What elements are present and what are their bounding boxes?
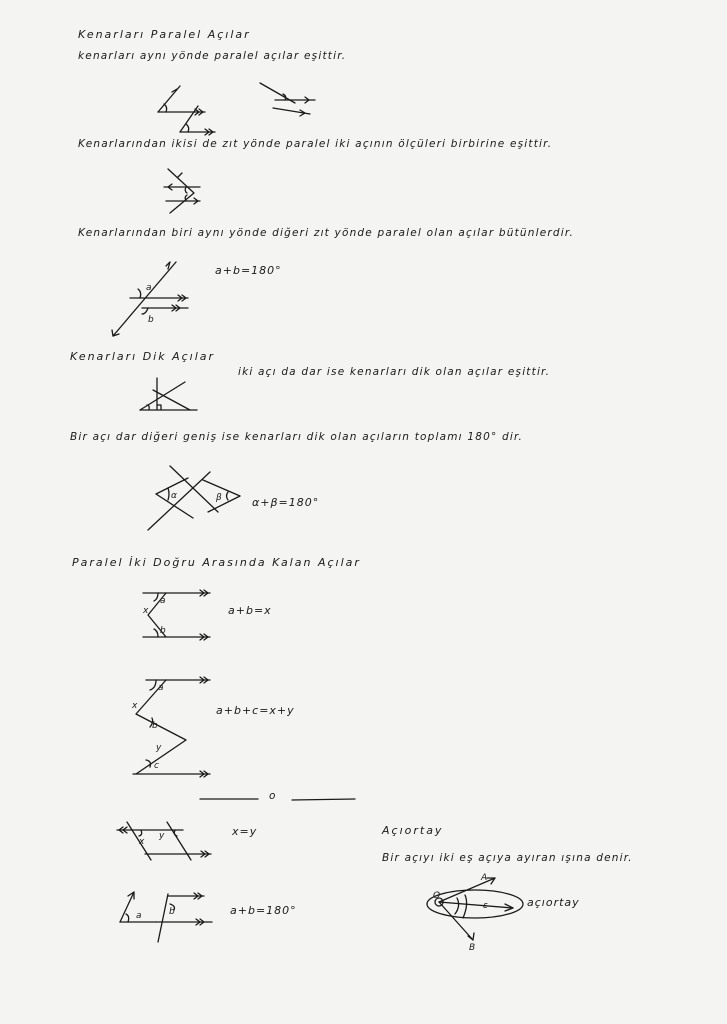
label-a: a: [136, 911, 142, 921]
equation-acute-obtuse: α+β=180°: [252, 496, 320, 509]
rule-acute-obtuse: Bir açı dar diğeri geniş ise kenarları dik olan açıların toplamı 180° dir.: [70, 431, 524, 443]
bisector-definition: Bir açıyı iki eş açıya ayıran ışına denir.: [382, 852, 633, 864]
label-x: x: [139, 837, 145, 847]
label-b: b: [169, 907, 175, 917]
label-beta: β: [216, 493, 222, 503]
rule-same-direction: kenarları aynı yönde paralel açılar eşittir.: [78, 50, 347, 62]
figure-parallelogram: [115, 820, 215, 865]
label-x: x: [132, 701, 138, 711]
label-b: b: [148, 315, 154, 325]
label-b: b: [160, 626, 166, 636]
figure-acute-obtuse: [148, 460, 248, 535]
figure-perpendicular-acute: [135, 372, 205, 417]
figure-zigzag-double: [128, 672, 218, 782]
figure-supplementary: [108, 256, 198, 341]
label-x: x: [143, 606, 149, 616]
equation-zigzag-double: a+b+c=x+y: [216, 704, 295, 717]
figure-cointerior: [112, 884, 222, 954]
figure-zigzag-single: [138, 585, 218, 645]
figure-same-direction-left: [150, 80, 220, 140]
rule-both-acute: iki açı da dar ise kenarları dik olan açılar eşittir.: [238, 366, 551, 378]
equation-supplementary: a+b=180°: [215, 264, 282, 277]
rule-supplementary: Kenarlarından biri aynı yönde diğeri zıt yönde paralel olan açılar bütünlerdir.: [78, 227, 574, 239]
label-a: a: [158, 683, 164, 693]
label-y: y: [159, 831, 165, 841]
section-title-parallel-angles: Kenarları Paralel Açılar: [78, 28, 251, 41]
label-y: y: [156, 743, 162, 753]
label-alpha: α: [171, 491, 177, 501]
point-b-label: B: [469, 943, 476, 953]
equation-cointerior: a+b=180°: [230, 904, 297, 917]
figure-opposite-direction: [160, 163, 205, 218]
separator-line: [200, 794, 360, 806]
point-o-label: O: [433, 891, 441, 901]
label-b: b: [152, 721, 158, 731]
label-epsilon: ε: [483, 901, 488, 911]
section-title-between-parallels: Paralel İki Doğru Arasında Kalan Açılar: [72, 556, 361, 569]
bisector-label: açıortay: [527, 896, 580, 909]
figure-same-direction-right: [255, 78, 325, 123]
label-a: a: [160, 596, 166, 606]
label-a: a: [146, 283, 152, 293]
section-title-bisector: Açıortay: [382, 824, 444, 837]
rule-opposite-direction: Kenarlarından ikisi de zıt yönde paralel iki açının ölçüleri birbirine eşittir.: [78, 138, 553, 150]
equation-parallelogram: x=y: [232, 825, 258, 838]
equation-zigzag-single: a+b=x: [228, 604, 272, 617]
point-a-label: A: [481, 873, 488, 883]
separator-mark: o: [269, 790, 277, 802]
label-c: c: [154, 761, 159, 771]
section-title-perpendicular-angles: Kenarları Dik Açılar: [70, 350, 216, 363]
